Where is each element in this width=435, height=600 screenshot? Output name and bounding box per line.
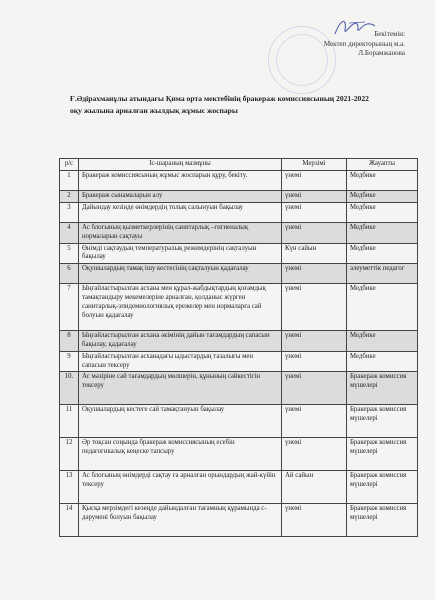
row-responsible: Бракераж комиссия мүшелері [347, 438, 418, 471]
signature-icon [331, 14, 381, 40]
row-number: 6 [60, 264, 79, 284]
table-row [60, 471, 418, 504]
row-number: 9 [60, 351, 79, 372]
row-term: үнемі [282, 264, 347, 284]
row-number: 14 [60, 504, 79, 537]
table-row [60, 331, 418, 352]
row-responsible: Медбике [347, 223, 418, 244]
row-term: үнемі [282, 351, 347, 372]
row-responsible: Медбике [347, 171, 418, 191]
header-number: р/с [60, 159, 79, 171]
row-term: үнемі [282, 171, 347, 191]
row-task: Ыңғайластырылған асханадағы ыдыстардың тазалығы мен сапасын тексеру [79, 351, 282, 372]
row-task: Оқушылардың кестеге сай тамақтануын бақылау [79, 405, 282, 438]
table-row [60, 284, 418, 331]
row-responsible: Бракераж комиссия мүшелері [347, 405, 418, 438]
approval-line-3: Л.Борамжанова [358, 49, 405, 58]
row-task: Ас блогының өнімдерді сақтау ға арналған орындардың жай-күйін тексеру [79, 471, 282, 504]
table-row [60, 504, 418, 537]
row-responsible: Медбике [347, 203, 418, 223]
row-task: Ыңғайластырылған асхана мен құрал-жабдықтардың қоғамдық тамақтандыру мекемелеріне арналған, қолданыс жүрген санитарлық-эпидемиологиялық ережелер мен нормаларға сай болуын қадағалау [79, 284, 282, 331]
table-row [60, 438, 418, 471]
row-term: үнемі [282, 372, 347, 405]
row-number: 11 [60, 405, 79, 438]
header-task: Іс-шараның мазмұны [79, 159, 282, 171]
row-responsible: Бракераж комиссия мүшелері [347, 471, 418, 504]
row-task: Өнімді сақтаудың температуралық режимдерінің сақталуын бақылау [79, 243, 282, 264]
row-number: 3 [60, 203, 79, 223]
approval-line-2: Мектеп директорының м.а. [323, 39, 405, 48]
row-responsible: Бракераж комиссия мүшелері [347, 504, 418, 537]
approval-block [275, 30, 405, 59]
row-task: Ас блогының қызметкерлерінің санитарлық –гигиеналық нормаларын сақтауы [79, 223, 282, 244]
table-row [60, 372, 418, 405]
table-body [60, 171, 418, 537]
row-responsible: Медбике [347, 351, 418, 372]
approval-line-1: Бекітемін: [374, 30, 405, 38]
row-number: 7 [60, 284, 79, 331]
row-task: Дайындау кезінде өнімдердің толық салынуын бақылау [79, 203, 282, 223]
row-term: үнемі [282, 191, 347, 203]
row-number: 10. [60, 372, 79, 405]
work-plan-table [59, 158, 418, 537]
table-row [60, 223, 418, 244]
row-number: 8 [60, 331, 79, 352]
row-task: Бракераж сынамаларын алу [79, 191, 282, 203]
header-responsible: Жауапты [347, 159, 418, 171]
row-number: 2 [60, 191, 79, 203]
row-term: Күн сайын [282, 243, 347, 264]
row-responsible: Медбике [347, 191, 418, 203]
row-task: Ыңғайластырылған асхана әкімінің дайын тағамдардың сапасын бақылау, қадағалау [79, 331, 282, 352]
row-task: Қысқа мерзімдегі кезеңде дайындалған тағамның құрамында с-дәрумені болуын бақылау [79, 504, 282, 537]
table-row [60, 171, 418, 191]
row-responsible: Медбике [347, 331, 418, 352]
table-row [60, 405, 418, 438]
row-task: Бракераж комиссиясының жұмыс жоспарын құру, бекіту. [79, 171, 282, 191]
table-row [60, 203, 418, 223]
row-task: Әр тоқсан соңында бракераж комиссиясының есебін педагогикалық кеңеске тапсыру [79, 438, 282, 471]
row-number: 4 [60, 223, 79, 244]
table-row [60, 351, 418, 372]
row-task: Оқушылардың тамақ ішу кестесінің сақталуын қадағалау [79, 264, 282, 284]
row-term: үнемі [282, 284, 347, 331]
row-number: 12 [60, 438, 79, 471]
row-responsible: Бракераж комиссия мүшелері [347, 372, 418, 405]
row-responsible: Медбике [347, 243, 418, 264]
row-term: үнемі [282, 203, 347, 223]
header-term: Мерзімі [282, 159, 347, 171]
row-task: Ас мәзіріне сай тағамдардың мөлшерін, құнының сәйкестігін тексеру [79, 372, 282, 405]
row-responsible: әлеуметтік педагог [347, 264, 418, 284]
row-term: үнемі [282, 405, 347, 438]
table-row [60, 264, 418, 284]
row-number: 13 [60, 471, 79, 504]
row-term: үнемі [282, 223, 347, 244]
row-term: үнемі [282, 504, 347, 537]
table-header-row [60, 159, 418, 171]
row-number: 1 [60, 171, 79, 191]
row-term: Ай сайын [282, 471, 347, 504]
document-title: Ғ.Әдірахманұлы атындағы Қима орта мектебінің бракераж комиссиясының 2021-2022 оқу жылына арналған жылдық жұмыс жоспары [70, 94, 369, 115]
row-term: үнемі [282, 331, 347, 352]
row-term: үнемі [282, 438, 347, 471]
row-responsible: Медбике [347, 284, 418, 331]
table-row [60, 243, 418, 264]
row-number: 5 [60, 243, 79, 264]
table-row [60, 191, 418, 203]
